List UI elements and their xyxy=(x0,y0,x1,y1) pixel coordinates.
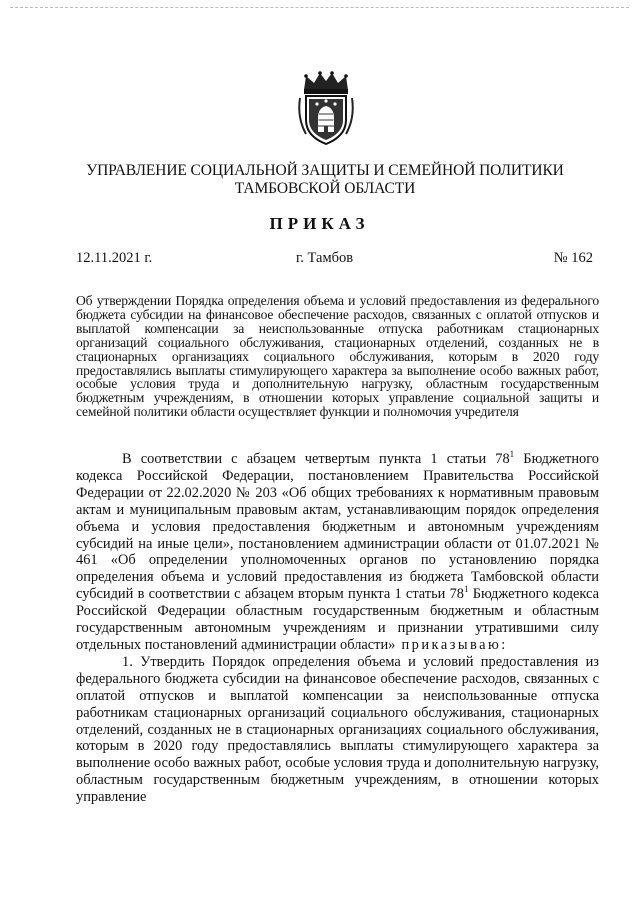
order-date: 12.11.2021 г. xyxy=(76,250,153,266)
order-subject: Об утверждении Порядка определения объема и условий предоставления из федерального бюджета субсидии на финансовое обеспечение расходов, связанных с оплатой отпусков и выплатой компенсации за неиспользованные отпуска работникам стационарных организаций социального обслуживания, стационарных отделений, созданных не в стационарных организациях социального обслуживания, которым в 2020 году предоставлялись выплаты стимулирующего характера за выполнение особо важных работ, особые условия труда и дополнительную нагрузку, областным государственным бюджетным учреждениям, в отношении которых управление социальной защиты и семейной политики области осуществляет функции и полномочия учредителя xyxy=(76,293,599,420)
prikazyvayu-word: приказываю: xyxy=(395,636,508,653)
order-city: г. Тамбов xyxy=(296,250,354,266)
order-number: № 162 xyxy=(553,250,593,266)
item-1-paragraph: 1. Утвердить Порядок определения объема и условий предоставления из федерального бюджета субсидии на финансовое обеспечение расходов, связанных с оплатой отпусков и выплатой компенсации за неиспользованные отпуска работникам стационарных организаций социального обслуживания, стационарных отделений, созданных не в стационарных организациях социального обслуживания, которым в 2020 году предоставлялись выплаты стимулирующего характера за выполнение особо важных работ, особые условия труда и дополнительную нагрузку, областным государственным бюджетным учреждениям, в отношении которых управление xyxy=(76,653,599,806)
organization-name-line1: УПРАВЛЕНИЕ СОЦИАЛЬНОЙ ЗАЩИТЫ И СЕМЕЙНОЙ ПОЛИТИКИ xyxy=(86,162,564,179)
tambov-coat-of-arms-icon xyxy=(296,70,356,146)
scan-top-edge xyxy=(10,7,629,8)
document-title: ПРИКАЗ xyxy=(269,214,370,233)
preamble-paragraph xyxy=(76,451,599,654)
preamble-text-part2: Бюджетного кодекса Российской Федерации, постановлением Правительства Российской Федерации от 22.02.2020 № 203 «Об общих требованиях к нормативным правовым актам и муниципальным правовым актам, устанавливающим порядок определения объема и условия предоставления бюджетным и автономным учреждениям субсидий на иные цели», постановлением администрации области от 01.07.2021 № 461 «Об определении уполномоченных органов по установлению порядка определения объема и условий предоставления из бюджета Тамбовской области субсидий в соответствии с абзацем вторым пункта 1 статьи 78 xyxy=(76,451,599,603)
organization-name-line2: ТАМБОВСКОЙ ОБЛАСТИ xyxy=(234,180,416,197)
preamble-text-part1: В соответствии с абзацем четвертым пункта 1 статьи 78 xyxy=(122,451,510,467)
superscript-1b: 1 xyxy=(464,584,469,595)
order-body xyxy=(76,451,599,806)
preamble-text-part3: Бюджетного кодекса Российской Федерации областным государственным бюджетным и областным государственным автономным учреждениям и признании утратившими силу отдельных постановлений администрации области» xyxy=(76,586,599,653)
superscript-1: 1 xyxy=(509,449,515,460)
